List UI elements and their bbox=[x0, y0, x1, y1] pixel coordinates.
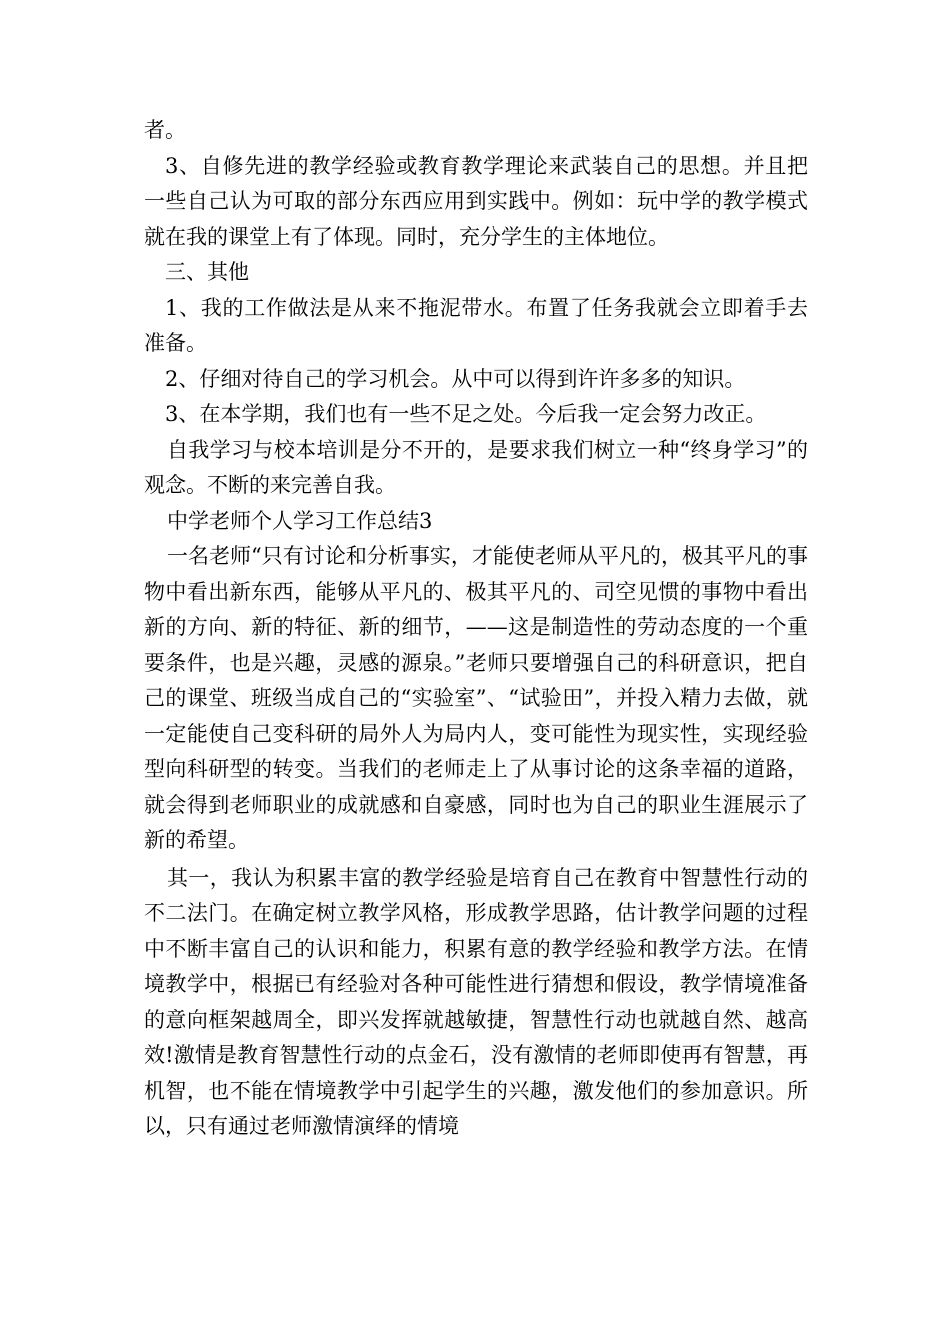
document-page bbox=[144, 113, 808, 1145]
paragraph-item-3-shortcomings: 3、在本学期，我们也有一些不足之处。今后我一定会努力改正。 bbox=[165, 402, 767, 426]
paragraph-item-2-learning: 2、仔细对待自己的学习机会。从中可以得到许许多多的知识。 bbox=[165, 366, 746, 391]
paragraph-research-awareness: 一名老师“只有讨论和分析事实，才能使老师从平凡的，极其平凡的事物中看出新东西，能够从平凡的、极其平凡的、司空见惯的事物中看出新的方向、新的特征、新的细节，——这是制造性的劳动态度的一个重要条件，也是兴趣，灵感的源泉。”老师只要增强自己的科研意识，把自己的课堂、班级当成自己的“实验室”、“试验田”，并投入精力去做，就一定能使自己变科研的局外人为局内人，变可能性为现实性，实现经验型向科研型的转变。当我们的老师走上了从事讨论的这条幸福的道路，就会得到老师职业的成就感和自豪感，同时也为自己的职业生涯展示了新的希望。 bbox=[144, 544, 808, 852]
paragraph-continuation: 者。 bbox=[144, 118, 186, 142]
paragraph-teaching-experience: 其一，我认为积累丰富的教学经验是培育自己在教育中智慧性行动的不二法门。在确定树立教学风格，形成教学思路，估计教学问题的过程中不断丰富自己的认识和能力，积累有意的教学经验和教学方法。在情境教学中，根据已有经验对各种可能性进行猜想和假设，教学情境准备的意向框架越周全，即兴发挥就越敏捷，智慧性行动也就越自然、越高效!激情是教育智慧性行动的点金石，没有激情的老师即使再有智慧，再机智，也不能在情境教学中引起学生的兴趣，激发他们的参加意识。所以，只有通过老师激情演绎的情境 bbox=[144, 865, 808, 1138]
paragraph-item-1-work: 1、我的工作做法是从来不拖泥带水。布置了任务我就会立即着手去准备。 bbox=[144, 295, 808, 355]
section-heading-other: 三、其他 bbox=[165, 260, 249, 284]
article-title: 中学老师个人学习工作总结3 bbox=[167, 508, 433, 533]
paragraph-item-3-self-study: 3、自修先进的教学经验或教育教学理论来武装自己的思想。并且把一些自己认为可取的部分东西应用到实践中。例如：玩中学的教学模式就在我的课堂上有了体现。同时，充分学生的主体地位。 bbox=[144, 153, 808, 249]
paragraph-lifelong-learning: 自我学习与校本培训是分不开的，是要求我们树立一种“终身学习”的观念。不断的来完善自我。 bbox=[144, 437, 808, 497]
